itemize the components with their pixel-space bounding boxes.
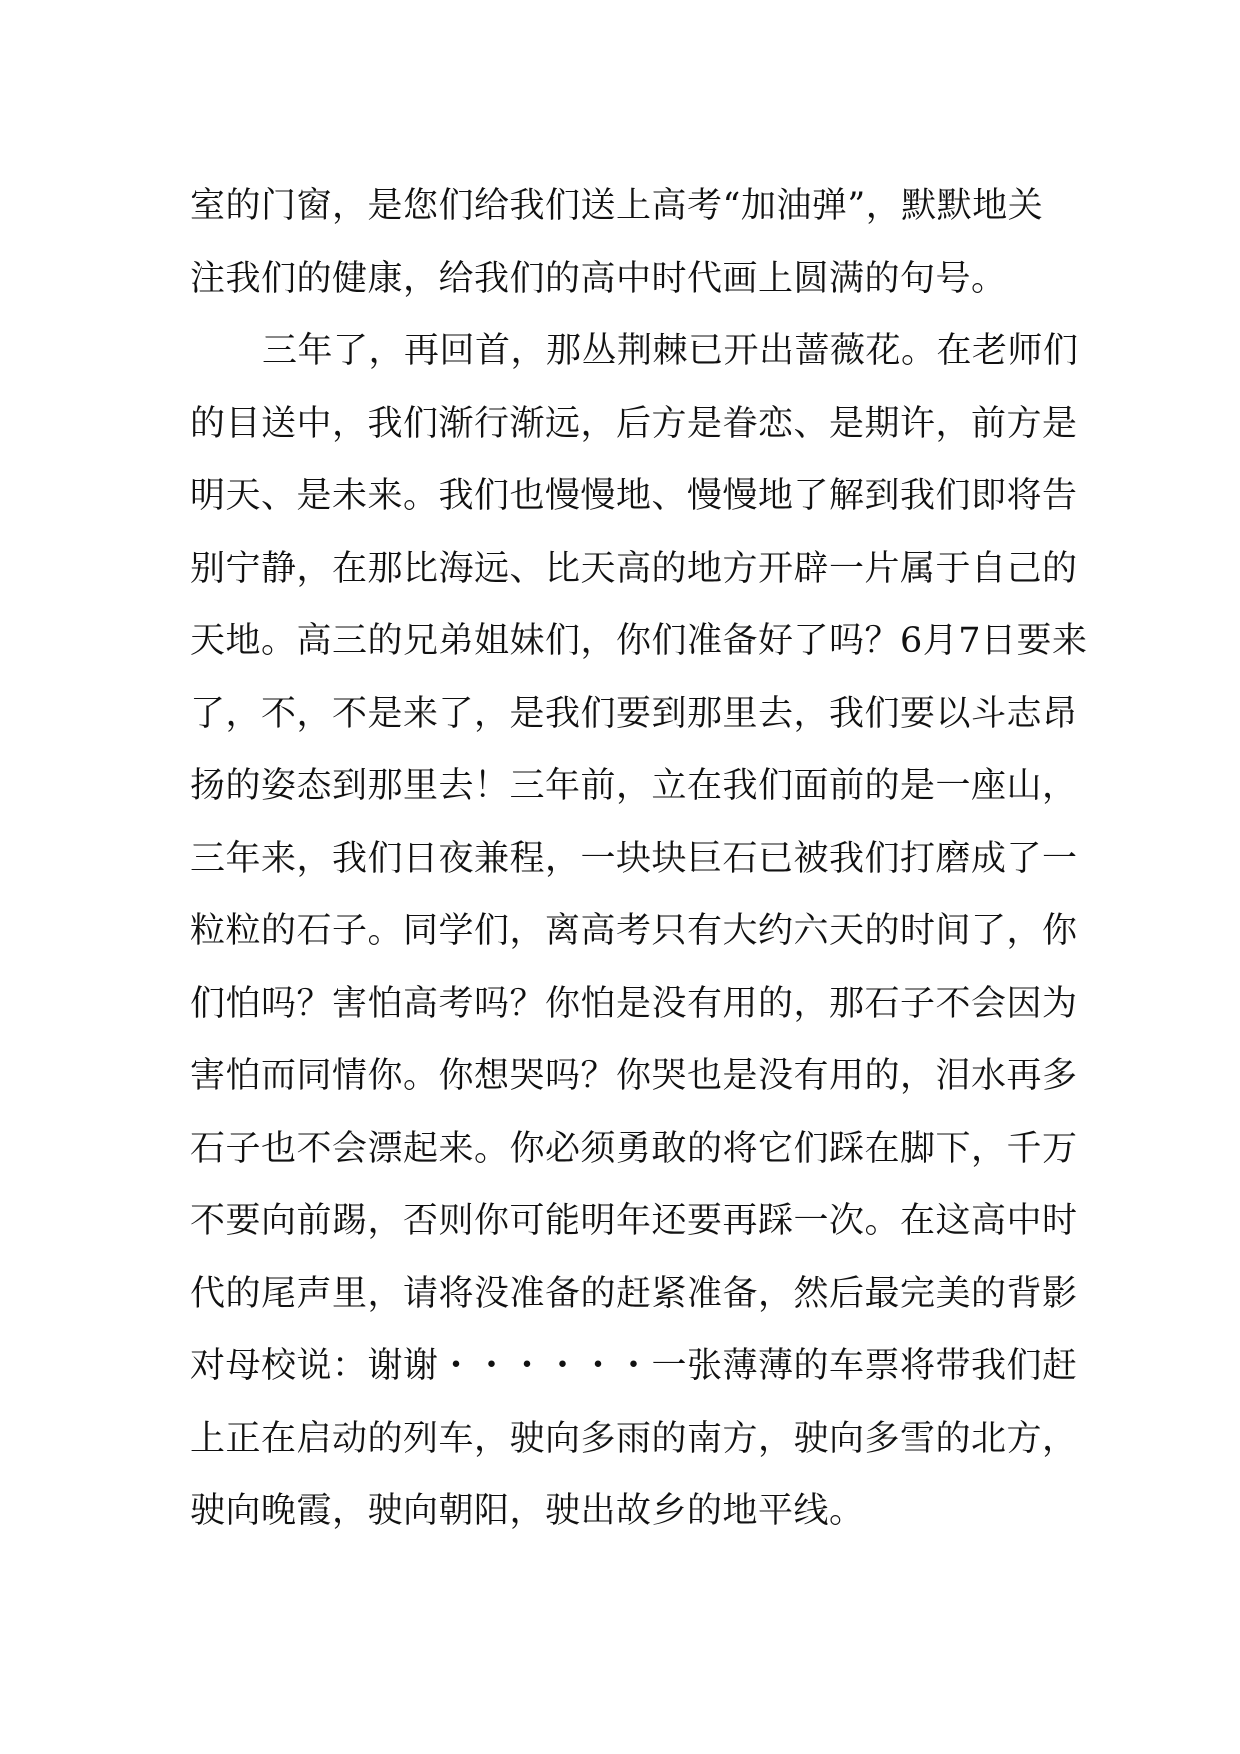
paragraph-2-line-11: 害怕而同情你。你想哭吗？你哭也是没有用的，泪水再多 [190,1056,1078,1096]
paragraph-2-line-5: 天地。高三的兄弟姐妹们，你们准备好了吗？6月7日要来 [190,621,1088,661]
paragraph-1-line-2: 注我们的健康，给我们的高中时代画上圆满的句号。 [190,258,1007,299]
paragraph-2-line-10: 们怕吗？害怕高考吗？你怕是没有用的，那石子不会因为 [190,983,1078,1024]
paragraph-2-line-17: 驶向晚霞，驶向朝阳，驶出故乡的地平线。 [190,1491,865,1531]
document-body [190,170,1088,1548]
paragraph-2-line-9: 粒粒的石子。同学们，离高考只有大约六天的时间了，你 [190,911,1078,951]
paragraph-2-line-3: 明天、是未来。我们也慢慢地、慢慢地了解到我们即将告 [190,476,1078,516]
paragraph-2-line-2: 的目送中，我们渐行渐远，后方是眷恋、是期许，前方是 [190,403,1078,444]
paragraph-2-line-12: 石子也不会漂起来。你必须勇敢的将它们踩在脚下，千万 [190,1128,1078,1169]
paragraph-2-line-8: 三年来，我们日夜兼程，一块块巨石已被我们打磨成了一 [190,838,1078,879]
paragraph-2-line-4: 别宁静，在那比海远、比天高的地方开辟一片属于自己的 [190,548,1078,589]
paragraph-2-line-6: 了，不，不是来了，是我们要到那里去，我们要以斗志昂 [190,693,1078,734]
paragraph-2-line-16: 上正在启动的列车，驶向多雨的南方，驶向多雪的北方， [190,1418,1078,1459]
paragraph-1-line-1: 室的门窗，是您们给我们送上高考“加油弹”，默默地关 [190,186,1044,226]
paragraph-2-line-14: 代的尾声里，请将没准备的赶紧准备，然后最完美的背影 [190,1273,1078,1314]
paragraph-2-line-13: 不要向前踢，否则你可能明年还要再踩一次。在这高中时 [190,1201,1078,1241]
paragraph-2-line-15: 对母校说：谢谢・・・・・・一张薄薄的车票将带我们赶 [190,1346,1078,1386]
paragraph-2-line-7: 扬的姿态到那里去！三年前，立在我们面前的是一座山， [190,766,1078,806]
paragraph-2-line-1: 三年了，再回首，那丛荆棘已开出蔷薇花。在老师们 [262,331,1079,371]
